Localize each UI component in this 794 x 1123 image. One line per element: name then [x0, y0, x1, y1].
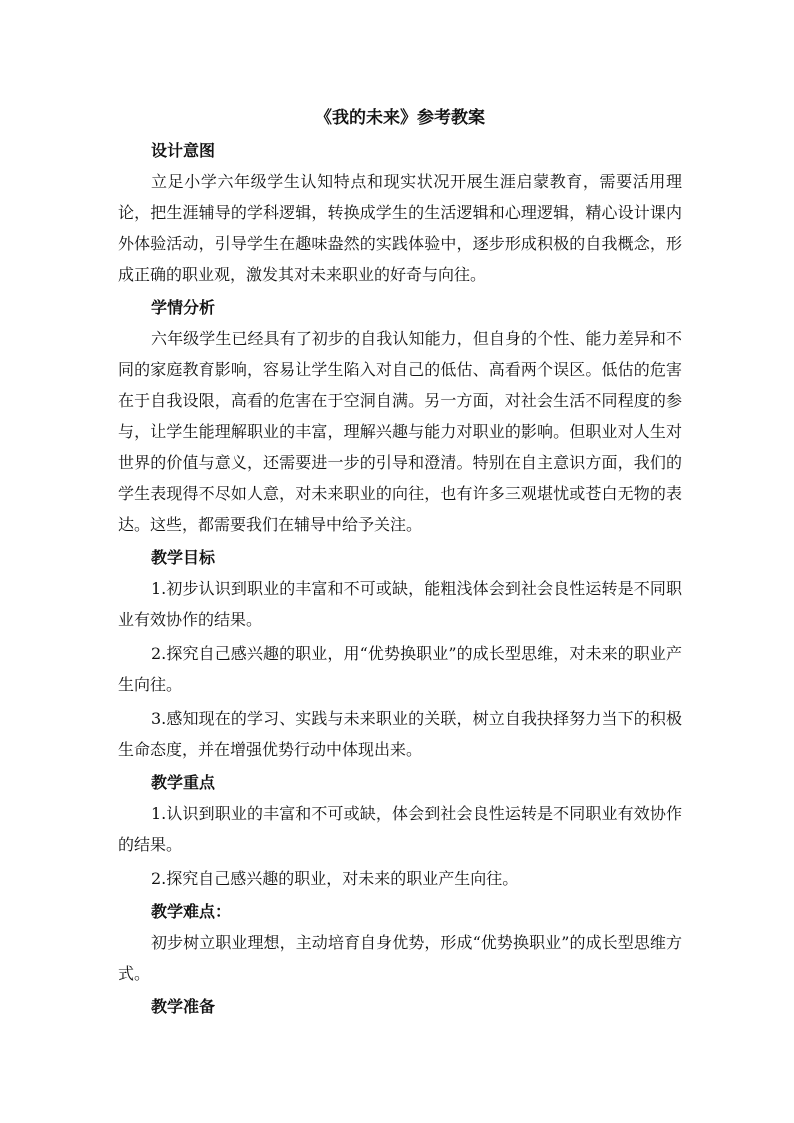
section-heading: 教学目标 [151, 548, 216, 567]
section-analysis [118, 293, 682, 540]
section-goals [118, 543, 682, 765]
section-heading: 设计意图 [151, 141, 216, 160]
paragraph: 六年级学生已经具有了初步的自我认知能力，但自身的个性、能力差异和不同的家庭教育影响，容易让学生陷入对自己的低估、高看两个误区。低估的危害在于自我设限，高看的危害在于空洞自满。另一方面，对社会生活不同程度的参与，让学生能理解职业的丰富，理解兴趣与能力对职业的影响。但职业对人生对世界的价值与意义，还需要进一步的引导和澄清。特别在自主意识方面，我们的学生表现得不尽如人意，对未来职业的向往，也有许多三观堪忧或苍白无物的表达。这些，都需要我们在辅导中给予关注。 [118, 329, 682, 534]
section-heading: 教学准备 [151, 997, 216, 1016]
document-body [118, 103, 682, 1022]
section-difficulties [118, 897, 682, 989]
paragraph: 初步树立职业理想，主动培育自身优势，形成“优势换职业”的成长型思维方式。 [118, 933, 682, 983]
paragraph: 2.探究自己感兴趣的职业，对未来的职业产生向往。 [151, 869, 519, 888]
section-heading: 教学难点： [151, 902, 232, 921]
paragraph: 1.初步认识到职业的丰富和不可或缺，能粗浅体会到社会良性运转是不同职业有效协作的结果。 [118, 579, 682, 629]
section-keypoints [118, 768, 682, 894]
section-heading: 教学重点 [151, 773, 216, 792]
paragraph: 2.探究自己感兴趣的职业，用“优势换职业”的成长型思维，对未来的职业产生向往。 [118, 644, 682, 694]
section-preparation [118, 992, 682, 1022]
paragraph: 3.感知现在的学习、实践与未来职业的关联，树立自我抉择努力当下的积极生命态度，并在增强优势行动中体现出来。 [118, 709, 682, 759]
section-design [118, 136, 682, 290]
paragraph: 立足小学六年级学生认知特点和现实状况开展生涯启蒙教育，需要活用理论，把生涯辅导的学科逻辑，转换成学生的生活逻辑和心理逻辑，精心设计课内外体验活动，引导学生在趣味盎然的实践体验中，逐步形成积极的自我概念，形成正确的职业观，激发其对未来职业的好奇与向往。 [118, 172, 682, 284]
document-title: 《我的未来》参考教案 [315, 108, 485, 128]
paragraph: 1.认识到职业的丰富和不可或缺，体会到社会良性运转是不同职业有效协作的结果。 [118, 804, 682, 854]
section-heading: 学情分析 [151, 298, 216, 317]
